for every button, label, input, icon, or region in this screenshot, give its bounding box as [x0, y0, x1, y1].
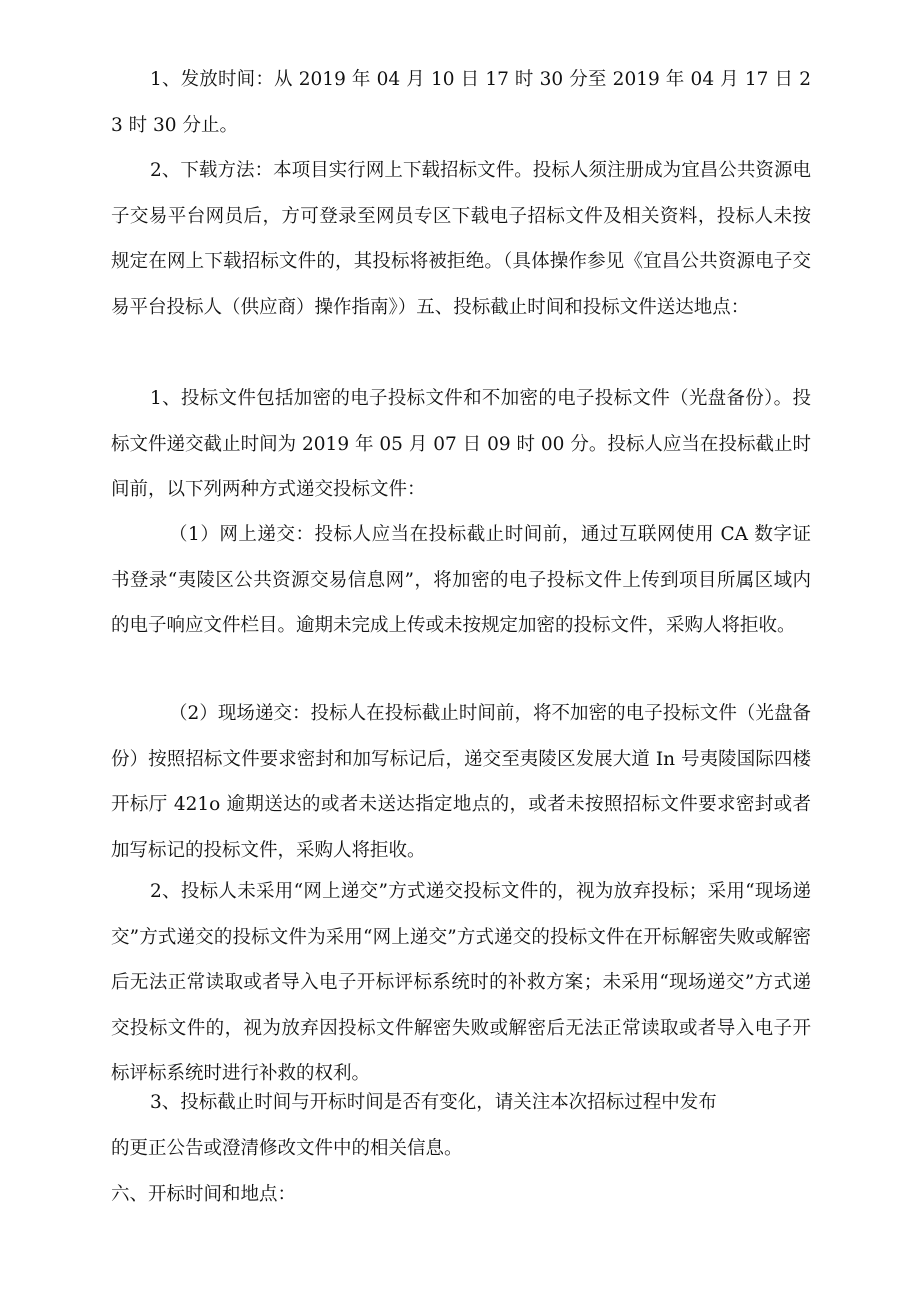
paragraph-online-submission: （1）网上递交：投标人应当在投标截止时间前，通过互联网使用 CA 数字证书登录“夷陵区公共资源交易信息网”，将加密的电子投标文件上传到项目所属区域内的电子响应文件栏目。逾期未完成上传或未按规定加密的投标文件，采购人将拒收。	[111, 524, 811, 636]
paragraph-deadline-changes-cont: 的更正公告或澄清修改文件中的相关信息。	[111, 1138, 463, 1159]
paragraph-submission-rules: 2、投标人未采用“网上递交”方式递交投标文件的，视为放弃投标；采用“现场递交”方式递交的投标文件为采用“网上递交”方式递交的投标文件在开标解密失败或解密后无法正常读取或者导入电子开标评标系统时的补救方案；未采用“现场递交”方式递交投标文件的，视为放弃因投标文件解密失败或解密后无法正常读取或者导入电子开标评标系统时进行补救的权利。	[111, 881, 811, 1084]
section-heading-opening: 六、开标时间和地点：	[111, 1184, 297, 1205]
paragraph-issue-time: 1、发放时间：从 2019 年 04 月 10 日 17 时 30 分至 2019 年 04 月 17 日 23 时 30 分止。	[111, 69, 811, 136]
paragraph-bid-deadline: 1、投标文件包括加密的电子投标文件和不加密的电子投标文件（光盘备份）。投标文件递交截止时间为 2019 年 05 月 07 日 09 时 00 分。投标人应当在投标截止时间前，以下列两种方式递交投标文件：	[111, 388, 811, 500]
paragraph-download-method: 2、下载方法：本项目实行网上下载招标文件。投标人须注册成为宜昌公共资源电子交易平台网员后，方可登录至网员专区下载电子招标文件及相关资料，投标人未按规定在网上下载招标文件的，其投标将被拒绝。（具体操作参见《宜昌公共资源电子交易平台投标人（供应商）操作指南》）五、投标截止时间和投标文件送达地点：	[111, 160, 811, 318]
paragraph-deadline-changes: 3、投标截止时间与开标时间是否有变化，请关注本次招标过程中发布	[150, 1092, 717, 1113]
paragraph-onsite-submission: （2）现场递交：投标人在投标截止时间前，将不加密的电子投标文件（光盘备份）按照招标文件要求密封和加写标记后，递交至夷陵区发展大道 In 号夷陵国际四楼开标厅 421o 逾期送达的或者未送达指定地点的，或者未按照招标文件要求密封或者加写标记的投标文件，采购人将拒收。	[111, 703, 811, 861]
